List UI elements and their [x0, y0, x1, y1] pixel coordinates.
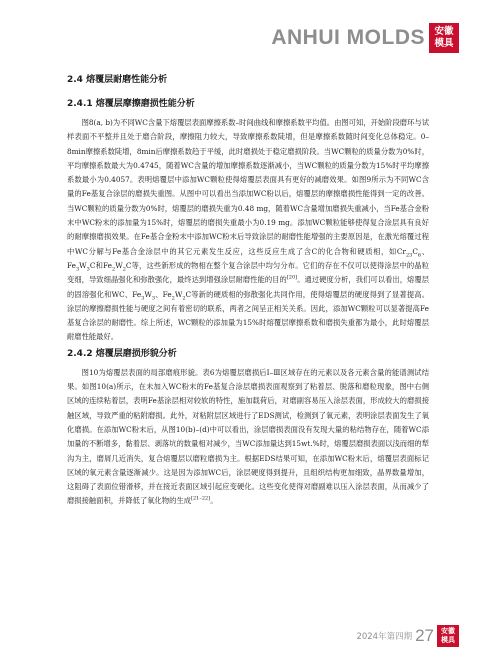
paragraph-friction-wear: 图8(a, b)为不同WC含量下熔覆层表面摩擦系数–时间曲线和摩擦系数平均值。由图可知，开始阶段磨环与试样表面不平整并且处于磨合阶段，摩擦阻力较大，导致摩擦系数陡增，但是摩擦系数随时间变化总体稳定。0–8min摩擦系数陡增，8min后摩擦系数趋于平缓，此时磨损处于稳定磨损阶段。当WC颗粒的质量分数为0%时，平均摩擦系数最大为0.4745，随着WC含量的增加摩擦系数逐渐减小，当WC颗粒的质量分数为15%时平均摩擦系数最小为0.4057。表明熔覆层中添加WC颗粒使得熔覆层表面具有更好的减磨效果。如图9所示为不同WC含量的Fe基复合涂层的磨损失重图。从图中可以看出当添加WC粉以后，熔覆层的摩擦磨损性能得到一定的改善。当WC颗粒的质量分数为0%时，熔覆层的磨损失重为0.48 mg，随着WC含量增加磨损失重减小，当Fe基合金粉末中WC粉末的添加量为15%时，熔覆层的磨损失重最小为0.19 mg。添加WC颗粒能够使得复合涂层具有良好的耐摩擦磨损效果。在Fe基合金粉末中添加WC粉末后导致涂层的耐磨性能增强的主要原因是，在激光熔覆过程中WC分解与Fe基合金涂层中的其它元素发生反应，这些反应生成了含C的化合物和硬质相，如$Cr_{23}C_6$、$Fe_3W_3C$和$Fe_2W_2C$等，这些新形成的物相在整个复合涂层中均匀分布。它们的存在不仅可以使得涂层中的晶粒变细，导致细晶强化和弥散强化，最终达到增强涂层耐磨性能的目的[20]。通过硬度分析，我们可以看出，熔覆层的固溶强化和WC、$Fe_3W_3$、$Fe_2W_2C$等新的硬质相的弥散强化共同作用，使得熔覆层的硬度得到了显著提高。涂层的摩擦磨损性能与硬度之间有着密切的联系，两者之间呈正相关关系。因此，添加WC颗粒可以显著提高Fe基复合涂层的耐磨性。综上所述，WC颗粒的添加量为15%时熔覆层摩擦系数和磨损失重都为最小，此时熔覆层耐磨性能最好。: [67, 118, 430, 342]
section-heading-2-4-2: 2.4.2 熔覆层磨损形貌分析: [67, 348, 177, 359]
section-heading-2-4-1: 2.4.1 熔覆层摩擦磨损性能分析: [67, 99, 195, 109]
masthead-title: ANHUI MOLDS: [271, 26, 425, 49]
citation-21-22: [21–22]: [191, 496, 211, 502]
page-number: 27: [415, 626, 434, 645]
page-footer: [356, 625, 459, 647]
footer-logo-badge: [437, 625, 459, 647]
section-heading-2-4: 2.4 熔覆层耐磨性能分析: [67, 75, 168, 85]
paragraph-wear-morphology: 图10为熔覆层表面的局部磨痕形貌。表6为熔覆层磨损后I–Ⅲ区域存在的元素以及各元素含量的能谱测试结果。如图10(a)所示，在未加入WC粉末的Fe基复合涂层磨损表面观察到了粘着层、脱落和磨粒现象，图中右侧区域的连续粘着层，表明Fe基涂层相对较软的特性，施加载荷后，对磨副容易压入涂层表面，形成较大的磨损接触区域，导致严重的粘附磨损。此外，对粘附层区域进行了EDS测试，检测到了氧元素，表明涂层表面发生了氧化磨损。在添加WC粉末后，从图10(b)–(d)中可以看出，涂层磨损表面没有发现大量的粘结物存在，随着WC添加量的不断增多，黏着层、剥落坑的数量相对减少，当WC添加量达到15wt.%时，熔覆层磨损表面以浅而细的犁沟为主，磨屑几近消失，复合熔覆层以磨粒磨损为主。根据EDS结果可知，在添加WC粉末后，熔覆层表面标记区域的氧元素含量逐渐减少。这是因为添加WC后，涂层硬度得到提升，且组织结构更加细致，晶界数量增加，这阻碍了表面位错滑移，并在接近表面区域引起应变硬化。这些变化使得对磨副难以压入涂层表面，从而减少了磨损接触面积，并降低了氧化物的生成[21–22]。: [67, 367, 429, 506]
footer-badge-line-2: 模具: [441, 636, 455, 644]
citation-20: [20]: [286, 274, 298, 281]
article-body: [67, 70, 429, 509]
badge-line-1: 安徽: [434, 26, 454, 37]
badge-line-2: 模具: [434, 38, 454, 49]
issue-label: 2024年第四期: [356, 632, 413, 642]
footer-badge-line-1: 安徽: [441, 627, 455, 635]
masthead: [271, 21, 459, 55]
journal-logo-badge: [429, 23, 459, 53]
